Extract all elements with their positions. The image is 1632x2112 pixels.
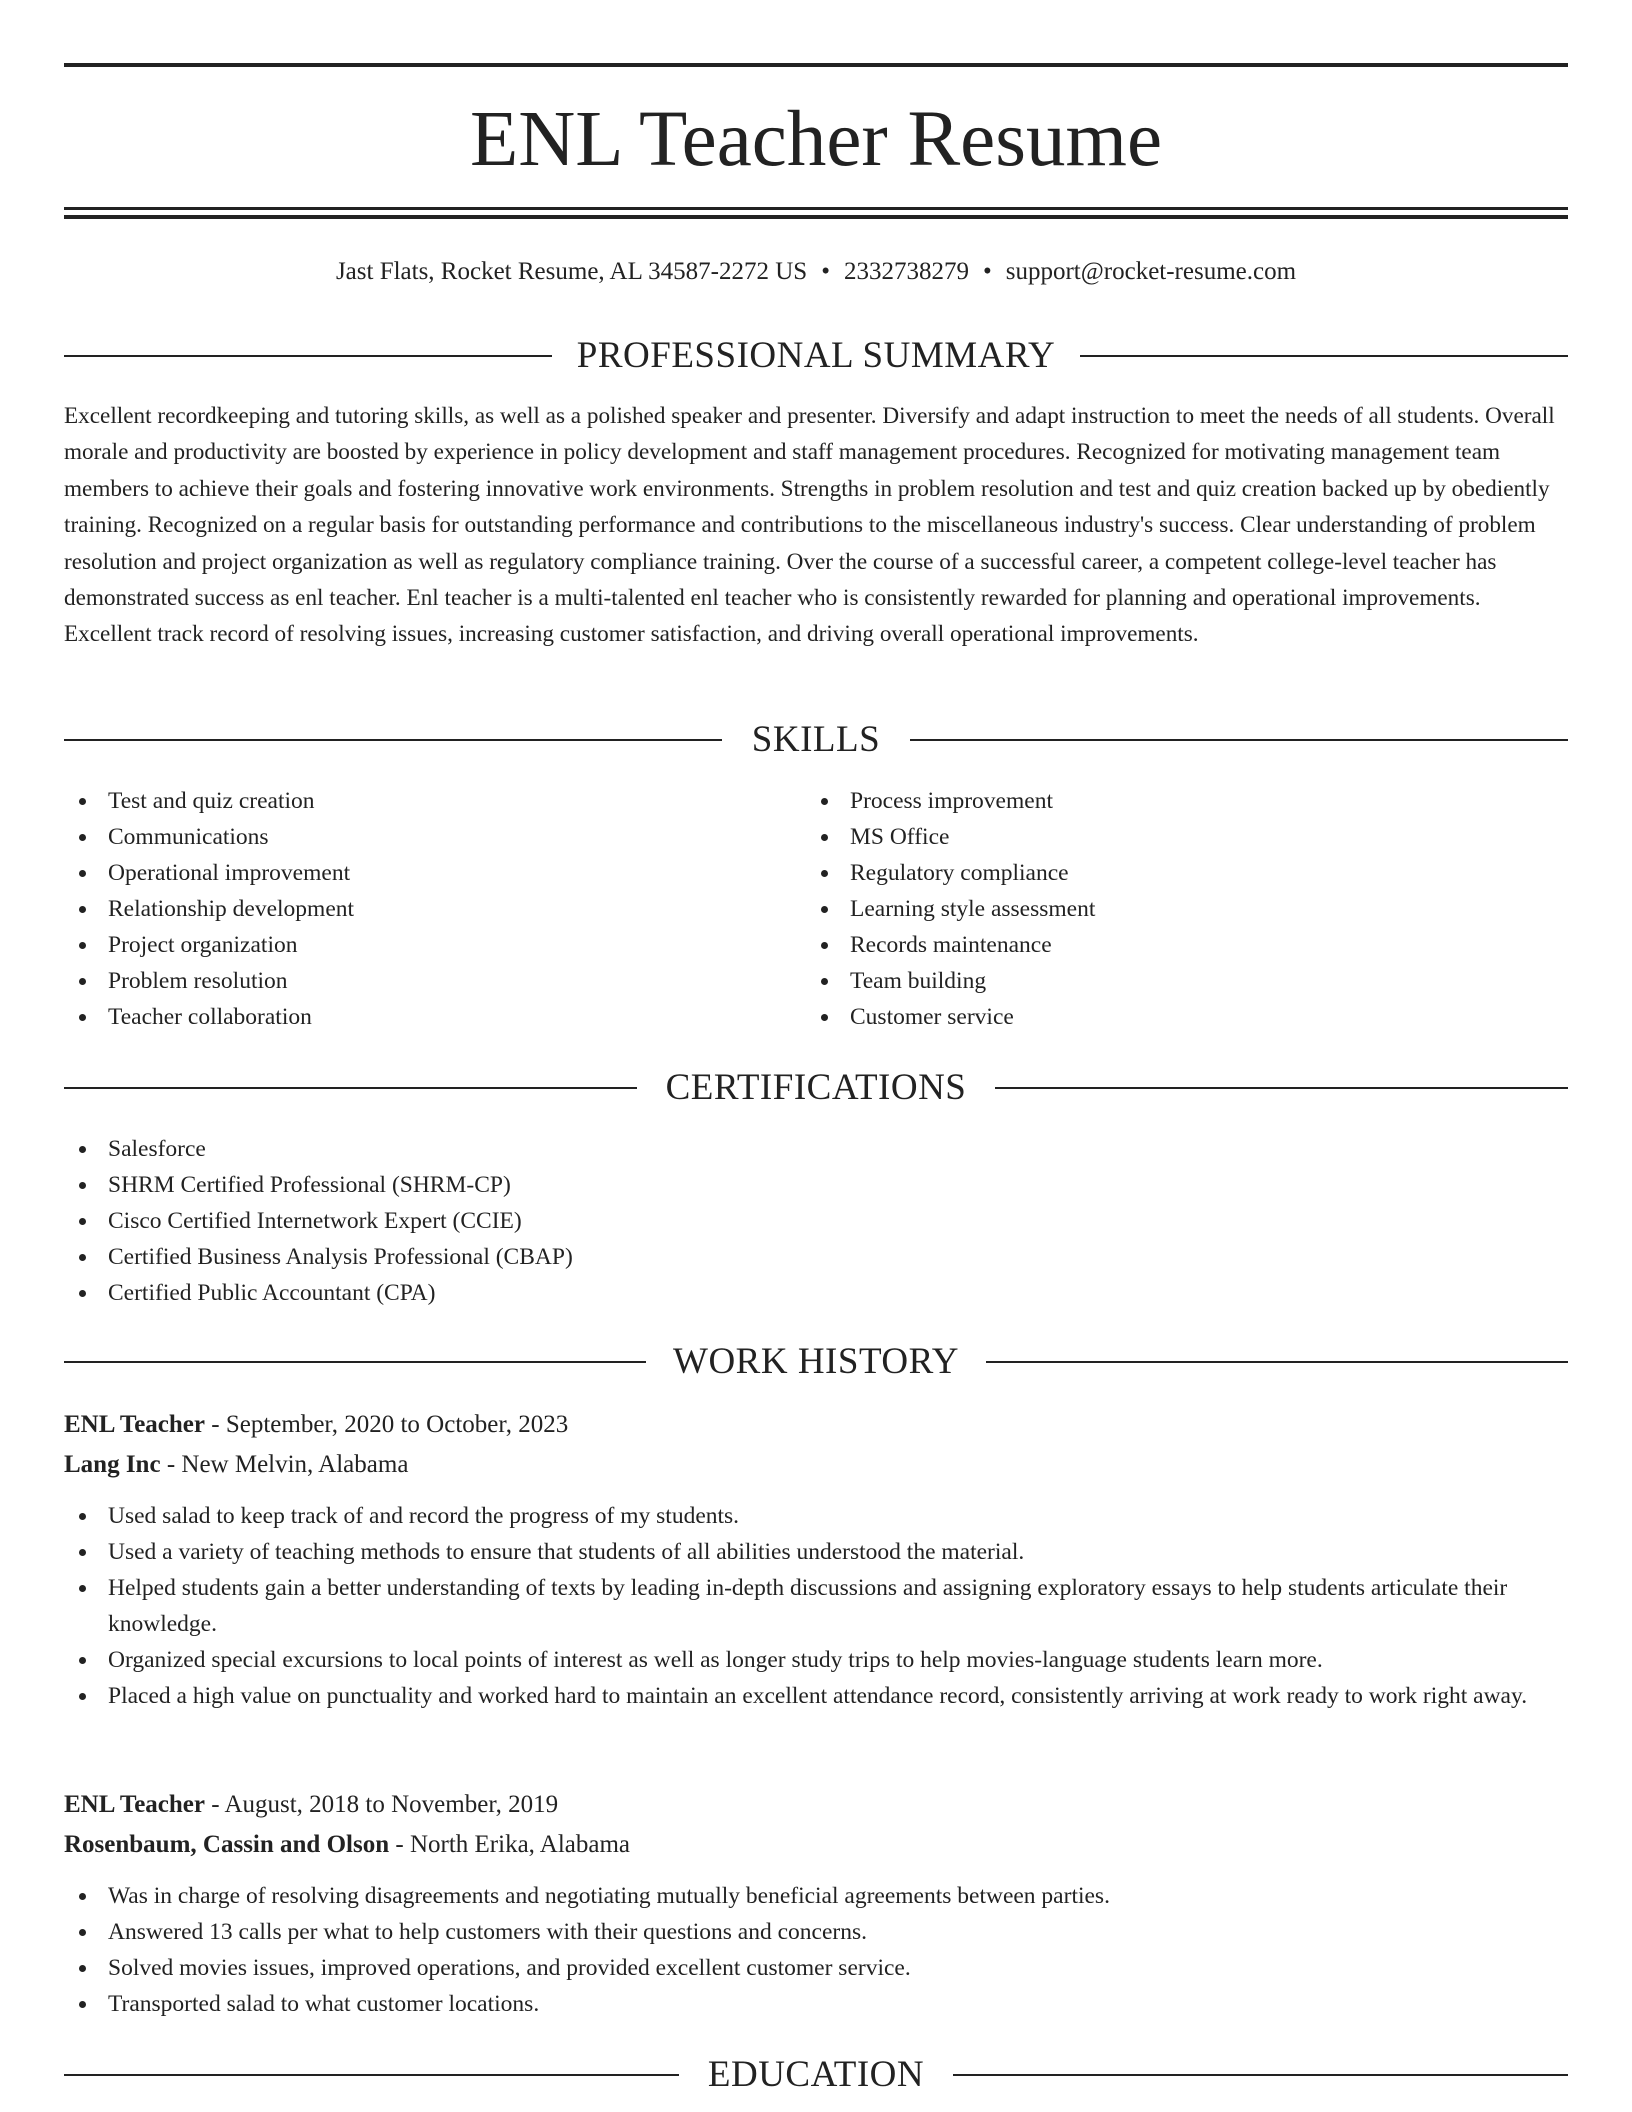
job-bullets (64, 1878, 1568, 2022)
job-bullets (64, 1498, 1568, 1714)
section-heading-certifications (64, 1066, 1568, 1110)
job-bullet: Organized special excursions to local points of interest as well as longer study trips to help movies-language students learn more. (64, 1642, 1568, 1678)
job-bullet: Was in charge of resolving disagreements and negotiating mutually beneficial agreements between parties. (64, 1878, 1568, 1914)
certification-item: Cisco Certified Internetwork Expert (CCIE) (64, 1203, 1568, 1239)
skill-item: Regulatory compliance (806, 855, 1546, 891)
certification-item: Certified Business Analysis Professional (CBAP) (64, 1239, 1568, 1275)
job-bullet: Used a variety of teaching methods to ensure that students of all abilities understood the material. (64, 1534, 1568, 1570)
job-bullet: Used salad to keep track of and record the progress of my students. (64, 1498, 1568, 1534)
skill-item: Communications (64, 819, 804, 855)
certification-item: SHRM Certified Professional (SHRM-CP) (64, 1167, 1568, 1203)
job-bullet: Transported salad to what customer locations. (64, 1986, 1568, 2022)
contact-line (64, 254, 1568, 290)
job-dates: August, 2018 to November, 2019 (224, 1791, 559, 1818)
certification-item: Certified Public Accountant (CPA) (64, 1275, 1568, 1311)
section-heading-summary (64, 334, 1568, 378)
section-heading-work-history (64, 1340, 1568, 1384)
certifications-list (64, 1131, 1568, 1311)
section-title: CERTIFICATIONS (665, 1067, 967, 1108)
skill-item: Operational improvement (64, 855, 804, 891)
job-location: New Melvin, Alabama (181, 1451, 409, 1478)
skill-item: Test and quiz creation (64, 783, 804, 819)
job-company: Lang Inc (64, 1451, 161, 1478)
skill-item: Process improvement (806, 783, 1546, 819)
section-heading-skills (64, 718, 1568, 762)
job-company-line: Lang Inc - New Melvin, Alabama (64, 1451, 409, 1478)
job-bullet: Solved movies issues, improved operations, and provided excellent customer service. (64, 1950, 1568, 1986)
job-bullet: Placed a high value on punctuality and worked hard to maintain an excellent attendance record, consistently arriving at work ready to work right away. (64, 1678, 1568, 1714)
title-underline (64, 207, 1568, 210)
section-title: WORK HISTORY (673, 1341, 959, 1382)
section-title: EDUCATION (707, 2054, 925, 2095)
skill-item: Team building (806, 963, 1546, 999)
skills-list-left (64, 783, 804, 1035)
skill-item: Project organization (64, 927, 804, 963)
certification-item: Salesforce (64, 1131, 1568, 1167)
skills-list-right (806, 783, 1546, 1035)
title-underline-second (64, 215, 1568, 219)
contact-email[interactable]: support@rocket-resume.com (1005, 258, 1297, 285)
skill-item: Customer service (806, 999, 1546, 1035)
top-rule (64, 63, 1568, 67)
summary-text: Excellent recordkeeping and tutoring skills, as well as a polished speaker and presenter. Diversify and adapt instruction to meet the needs of all students. Overall morale and productivity are boosted by experience in policy development and staff management procedures. Recognized for motivating management team members to achieve their goals and fostering innovative work environments. Strengths in problem resolution and test and quiz creation backed up by obediently training. Recognized on a regular basis for outstanding performance and contributions to the miscellaneous industry's success. Clear understanding of problem resolution and project organization as well as regulatory compliance training. Over the course of a successful career, a competent college-level teacher has demonstrated success as enl teacher. Enl teacher is a multi-talented enl teacher who is consistently rewarded for planning and operational improvements. Excellent track record of resolving issues, increasing customer satisfaction, and driving overall operational improvements. (64, 403, 1555, 648)
job-title-line: ENL Teacher - August, 2018 to November, 2019 (64, 1791, 559, 1818)
job-location: North Erika, Alabama (409, 1831, 631, 1858)
skill-item: Learning style assessment (806, 891, 1546, 927)
skill-item: Teacher collaboration (64, 999, 804, 1035)
section-title: PROFESSIONAL SUMMARY (576, 335, 1056, 376)
skill-item: Problem resolution (64, 963, 804, 999)
job-bullet: Helped students gain a better understanding of texts by leading in-depth discussions and assigning exploratory essays to help students articulate their knowledge. (64, 1570, 1568, 1642)
skill-item: Records maintenance (806, 927, 1546, 963)
job-dates: September, 2020 to October, 2023 (225, 1411, 569, 1438)
job-bullet: Answered 13 calls per what to help customers with their questions and concerns. (64, 1914, 1568, 1950)
contact-phone: 2332738279 (843, 258, 969, 285)
job-title: ENL Teacher (64, 1411, 205, 1438)
contact-separator: • (982, 258, 992, 285)
job-title: ENL Teacher (64, 1791, 205, 1818)
skill-item: Relationship development (64, 891, 804, 927)
contact-separator: • (821, 258, 830, 285)
job-title-line: ENL Teacher - September, 2020 to October, 2023 (64, 1411, 569, 1438)
job-company: Rosenbaum, Cassin and Olson (64, 1831, 390, 1858)
section-heading-education (64, 2053, 1568, 2097)
section-title: SKILLS (751, 719, 881, 760)
contact-address: Jast Flats, Rocket Resume, AL 34587-2272 US (335, 258, 808, 285)
skill-item: MS Office (806, 819, 1546, 855)
resume-title: ENL Teacher Resume (469, 96, 1163, 183)
job-company-line: Rosenbaum, Cassin and Olson - North Erika, Alabama (64, 1831, 631, 1858)
